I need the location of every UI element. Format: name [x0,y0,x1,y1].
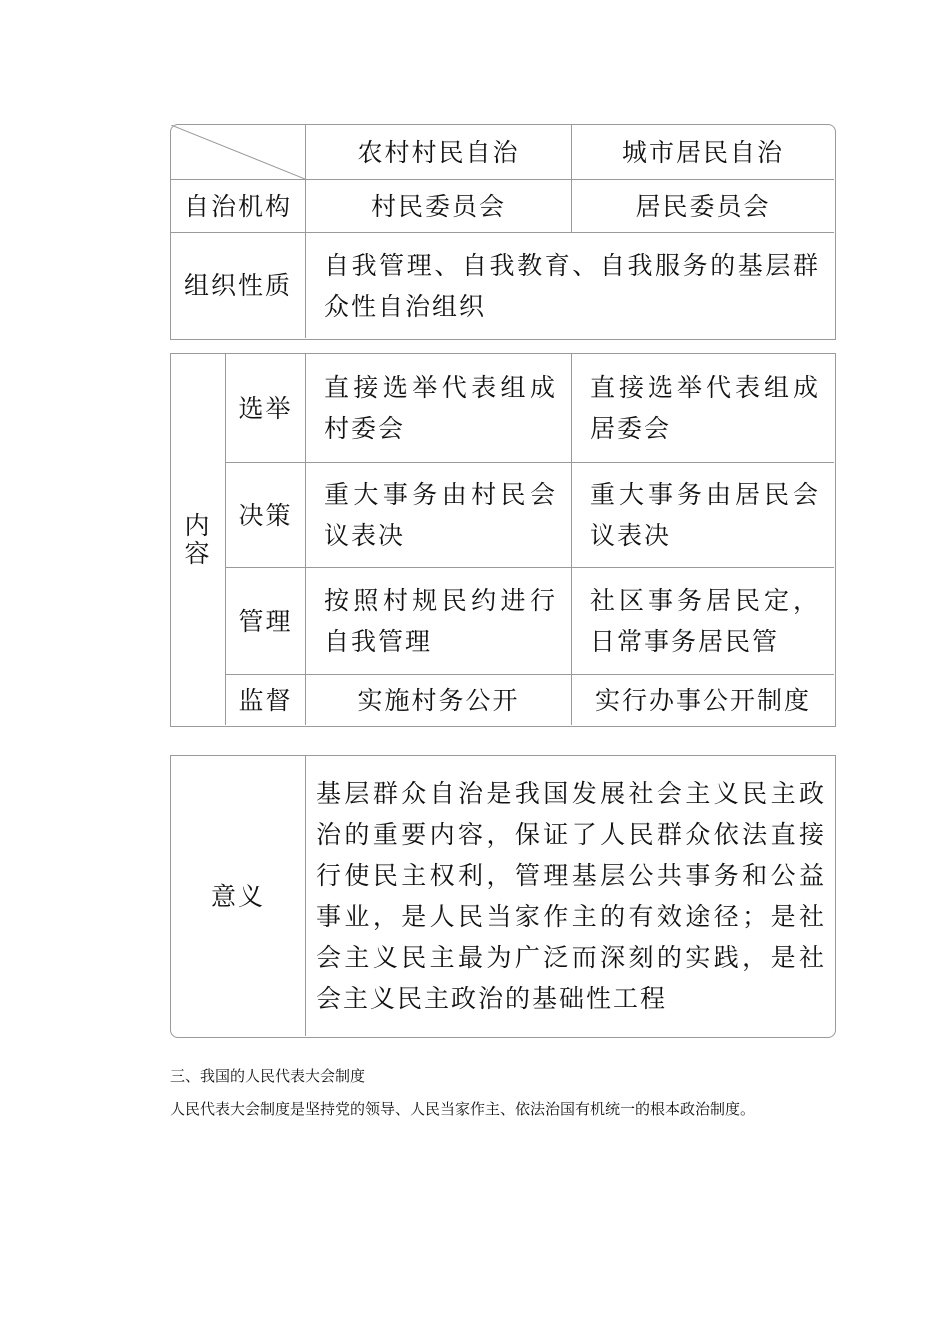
cell-decision-urban: 重大事务由居民会议表决 [590,480,820,550]
row-label-supervision: 监督 [238,685,293,715]
cell-supervision-rural: 实施村务公开 [357,685,520,715]
row-label-significance: 意义 [210,881,265,911]
cell-supervision-urban: 实行办事公开制度 [594,685,811,715]
cell-election-rural: 直接选举代表组成村委会 [324,373,557,443]
cell-significance-text: 基层群众自治是我国发展社会主义民主政治的重要内容，保证了人民群众依法直接行使民主权利，管理基层公共事务和公益事业，是人民当家作主的有效途径；是社会主义民主最为广泛而深刻的实践，是社会主义民主政治的基础性工程 [316,779,826,1013]
group-label-text: 内容 [184,510,212,568]
diagonal-header-line [171,125,305,179]
row-label-institution: 自治机构 [183,191,292,221]
cell-election-urban: 直接选举代表组成居委会 [590,373,820,443]
row-label-decision: 决策 [238,500,293,530]
governance-table-content [170,353,836,727]
header-rural: 农村村民自治 [357,137,520,167]
section-heading: 三、我国的人民代表大会制度 [170,1067,366,1085]
cell-village-committee: 村民委员会 [370,191,506,221]
header-urban: 城市居民自治 [621,137,784,167]
governance-table-top [170,124,836,340]
cell-decision-rural: 重大事务由村民会议表决 [324,480,557,550]
section-paragraph: 人民代表大会制度是坚持党的领导、人民当家作主、依法治国有机统一的根本政治制度。 [170,1100,756,1118]
row-label-management: 管理 [238,606,293,636]
cell-organization-nature: 自我管理、自我教育、自我服务的基层群众性自治组织 [324,250,820,321]
group-label-content [171,354,225,725]
cell-resident-committee: 居民委员会 [635,191,771,221]
governance-table-significance [170,755,836,1038]
cell-management-urban: 社区事务居民定，日常事务居民管 [590,586,820,656]
row-label-election: 选举 [238,393,293,423]
cell-management-rural: 按照村规民约进行自我管理 [324,586,557,656]
row-label-nature: 组织性质 [183,271,292,300]
